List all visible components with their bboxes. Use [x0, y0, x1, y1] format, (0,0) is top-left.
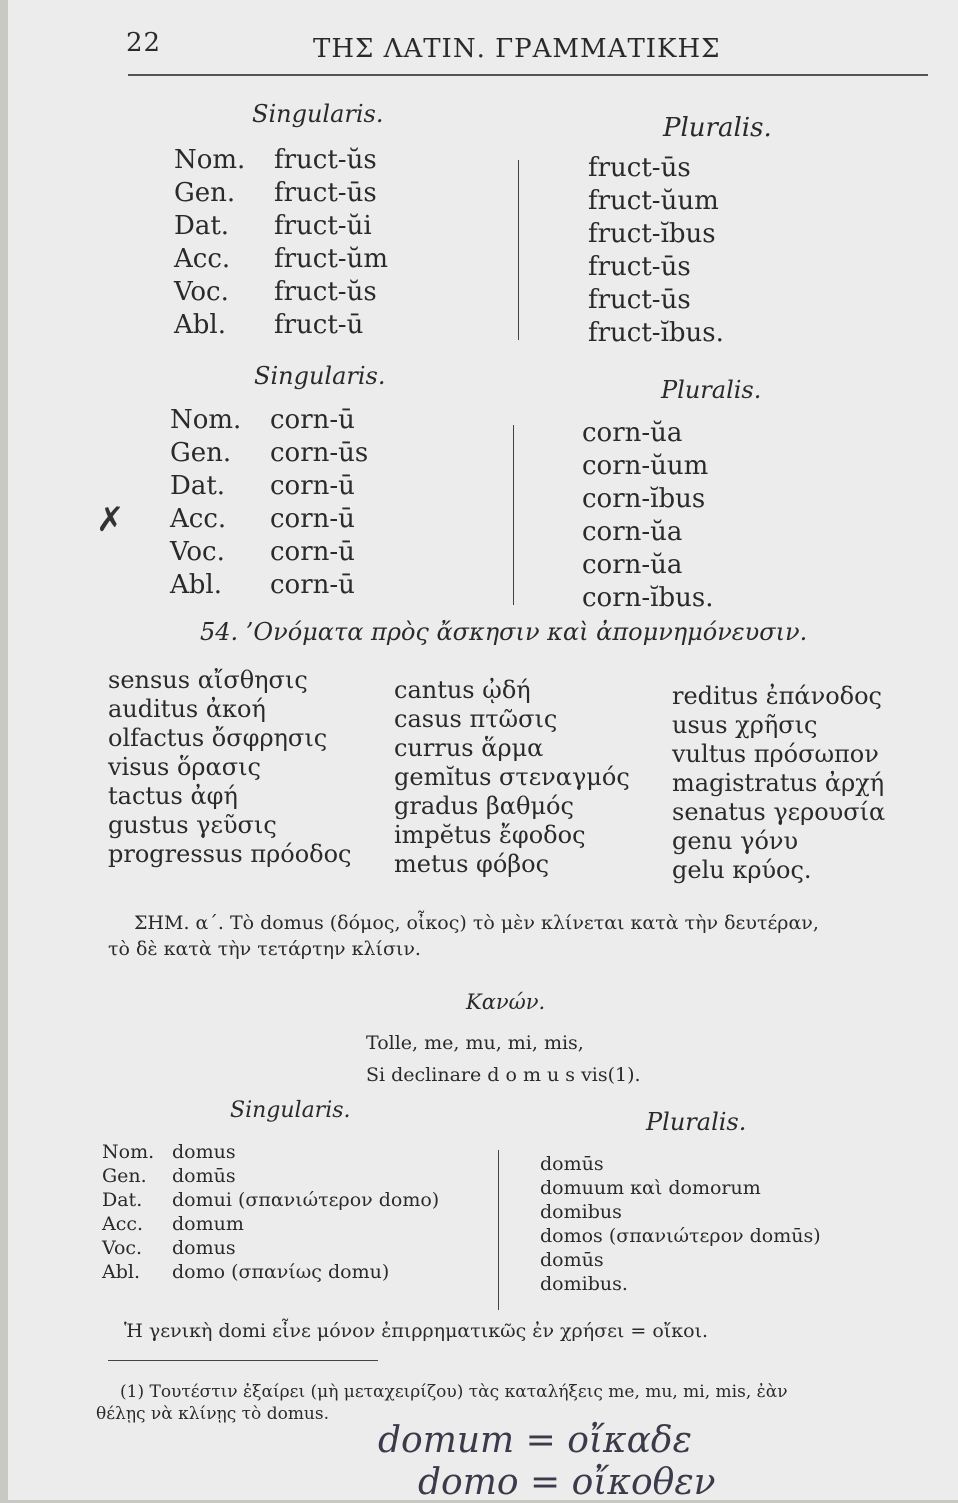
- vocab-entry: gelu κρύος.: [672, 856, 812, 884]
- book-page: [8, 0, 958, 1503]
- form: corn-ŭa: [582, 517, 683, 547]
- form: corn-ū: [270, 570, 355, 600]
- case-label: Acc.: [170, 504, 227, 534]
- form: domos (σπανιώτερον domūs): [540, 1225, 821, 1247]
- case-label: Gen.: [102, 1165, 147, 1187]
- footnote-line-2: θέλῃς νὰ κλίνῃς τὸ domus.: [96, 1404, 330, 1424]
- vocab-entry: senatus γερουσία: [672, 798, 886, 826]
- form: corn-ū: [270, 405, 355, 435]
- fructus-plural-table: [588, 152, 724, 350]
- form: fruct-ŭi: [274, 211, 372, 241]
- form: domūs: [540, 1249, 604, 1271]
- margin-mark: ✗: [96, 500, 125, 540]
- handwritten-note-2: domo = οἴκοθεν: [418, 1462, 716, 1503]
- form: fruct-ūs: [274, 178, 377, 208]
- vocab-entry: auditus ἀκοή: [108, 695, 266, 723]
- footnote-line-1: (1) Τουτέστιν ἐξαίρει (μὴ μεταχειρίζου) τὰς καταλήξεις me, mu, mi, mis, ἐὰν: [120, 1382, 788, 1402]
- form: fruct-ŭm: [274, 244, 388, 274]
- section-heading: 54. ’Ονόματα πρὸς ἄσκησιν καὶ ἀπομνημόνευσιν.: [200, 618, 808, 646]
- fructus-singular-table: [174, 144, 388, 342]
- footnote-rule: [108, 1360, 378, 1361]
- vocab-entry: cantus ᾠδή: [394, 676, 531, 704]
- case-label: Acc.: [174, 244, 231, 274]
- cornu-plural-table: [582, 417, 714, 615]
- form: corn-ŭum: [582, 451, 709, 481]
- case-label: Voc.: [174, 277, 229, 307]
- note-line-1: ΣΗΜ. α΄. Τὸ domus (δόμος, οἶκος) τὸ μὲν κλίνεται κατὰ τὴν δευτέραν,: [134, 912, 819, 934]
- vocab-entry: sensus αἴσθησις: [108, 666, 308, 694]
- rule-title: Κανών.: [466, 990, 546, 1014]
- form: fruct-ŭs: [274, 277, 377, 307]
- case-label: Gen.: [174, 178, 236, 208]
- form: domūs: [172, 1165, 236, 1187]
- form: corn-ĭbus: [582, 484, 706, 514]
- cornu-singular-label: Singularis.: [254, 362, 386, 390]
- domus-divider: [498, 1150, 499, 1310]
- vocab-column-2: [394, 676, 630, 879]
- cornu-divider: [513, 425, 514, 605]
- form: domus: [172, 1141, 236, 1163]
- case-label: Nom.: [174, 145, 246, 175]
- form: fruct-ŭs: [274, 145, 377, 175]
- form: fruct-ĭbus: [588, 219, 716, 249]
- vocab-entry: usus χρῆσις: [672, 711, 818, 739]
- domus-singular-label: Singularis.: [230, 1098, 351, 1123]
- case-label: Dat.: [170, 471, 226, 501]
- case-label: Nom.: [102, 1141, 155, 1163]
- case-label: Voc.: [170, 537, 225, 567]
- form: domo (σπανίως domu): [172, 1261, 390, 1283]
- form: fruct-ūs: [588, 285, 691, 315]
- vocab-column-1: [108, 666, 351, 869]
- vocab-entry: gradus βαθμός: [394, 792, 574, 820]
- handwritten-note-1: domum = οἴκαδε: [378, 1420, 692, 1461]
- vocab-entry: reditus ἐπάνοδος: [672, 682, 882, 710]
- case-label: Gen.: [170, 438, 232, 468]
- vocab-entry: gemĭtus στεναγμός: [394, 763, 630, 791]
- running-title: ΤΗΣ ΛΑΤΙΝ. ΓΡΑΜΜΑΤΙΚΗΣ: [313, 34, 721, 64]
- form: corn-ūs: [270, 438, 369, 468]
- form: corn-ū: [270, 537, 355, 567]
- rule-line-2: Si declinare d o m u s vis(1).: [366, 1064, 641, 1086]
- domus-singular-table: [102, 1140, 439, 1284]
- form: domum: [172, 1213, 244, 1235]
- vocab-entry: gustus γεῦσις: [108, 811, 277, 839]
- header-rule: [128, 74, 928, 76]
- form: domibus: [540, 1201, 622, 1223]
- rule-line-1: Tolle, me, mu, mi, mis,: [366, 1032, 584, 1054]
- form: domūs: [540, 1153, 604, 1175]
- form: fruct-ūs: [588, 252, 691, 282]
- vocab-entry: olfactus ὄσφρησις: [108, 724, 328, 752]
- form: domus: [172, 1237, 236, 1259]
- form: domibus.: [540, 1273, 628, 1295]
- vocab-entry: metus φόβος: [394, 850, 550, 878]
- case-label: Voc.: [102, 1237, 143, 1259]
- case-label: Acc.: [102, 1213, 144, 1235]
- cornu-plural-label: Pluralis.: [661, 376, 762, 404]
- fructus-divider: [518, 160, 519, 340]
- form: corn-ū: [270, 471, 355, 501]
- form: fruct-ĭbus.: [588, 318, 724, 348]
- fructus-plural-label: Pluralis.: [663, 113, 772, 143]
- vocab-entry: genu γόνυ: [672, 827, 799, 855]
- form: fruct-ŭum: [588, 186, 719, 216]
- domus-plural-table: [540, 1152, 821, 1296]
- vocab-entry: progressus πρόοδος: [108, 840, 352, 868]
- form: corn-ŭa: [582, 418, 683, 448]
- case-label: Abl.: [170, 570, 222, 600]
- page-number: 22: [126, 28, 162, 58]
- form: domui (σπανιώτερον domo): [172, 1189, 440, 1211]
- form: domuum καὶ domorum: [540, 1177, 761, 1199]
- form: fruct-ūs: [588, 153, 691, 183]
- vocab-entry: casus πτῶσις: [394, 705, 558, 733]
- domus-plural-label: Pluralis.: [646, 1108, 747, 1136]
- form: fruct-ū: [274, 310, 364, 340]
- case-label: Abl.: [174, 310, 226, 340]
- note-line-2: τὸ δὲ κατὰ τὴν τετάρτην κλίσιν.: [108, 938, 421, 960]
- form: corn-ŭa: [582, 550, 683, 580]
- vocab-entry: visus ὅρασις: [108, 753, 261, 781]
- case-label: Dat.: [102, 1189, 143, 1211]
- fructus-singular-label: Singularis.: [252, 100, 384, 128]
- case-label: Dat.: [174, 211, 230, 241]
- form: corn-ĭbus.: [582, 583, 714, 613]
- vocab-entry: vultus πρόσωπον: [672, 740, 879, 768]
- vocab-entry: magistratus ἀρχή: [672, 769, 885, 797]
- vocab-column-3: [672, 682, 885, 885]
- case-label: Abl.: [102, 1261, 140, 1283]
- vocab-entry: currus ἅρμα: [394, 734, 544, 762]
- case-label: Nom.: [170, 405, 242, 435]
- vocab-entry: tactus ἀφή: [108, 782, 238, 810]
- vocab-entry: impĕtus ἔφοδος: [394, 821, 586, 849]
- genitive-note: Ἡ γενικὴ domi εἶνε μόνον ἐπιρρηματικῶς ἐν χρήσει = οἴκοι.: [124, 1320, 709, 1342]
- cornu-singular-table: [170, 404, 368, 602]
- form: corn-ū: [270, 504, 355, 534]
